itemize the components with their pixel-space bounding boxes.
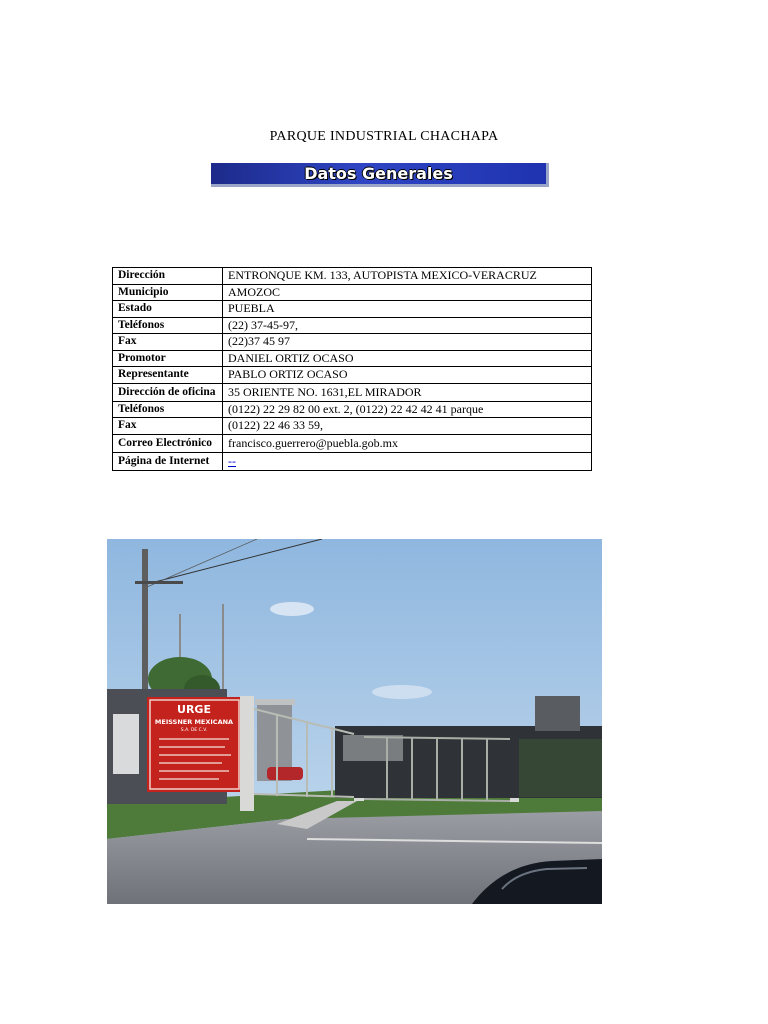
table-row <box>113 418 592 435</box>
row-value <box>223 452 592 470</box>
row-value: (0122) 22 46 33 59, <box>223 418 592 435</box>
table-row <box>113 452 592 470</box>
row-key: Dirección <box>113 268 223 285</box>
row-value: (22) 37-45-97, <box>223 317 592 334</box>
table-row <box>113 367 592 384</box>
row-key: Correo Electrónico <box>113 434 223 452</box>
table-row <box>113 434 592 452</box>
row-value: AMOZOC <box>223 284 592 301</box>
row-key: Promotor <box>113 350 223 367</box>
row-key: Página de Internet <box>113 452 223 470</box>
row-key: Municipio <box>113 284 223 301</box>
row-key: Fax <box>113 418 223 435</box>
table-row <box>113 301 592 318</box>
table-row <box>113 383 592 401</box>
row-value: DANIEL ORTIZ OCASO <box>223 350 592 367</box>
row-key: Teléfonos <box>113 401 223 418</box>
general-data-table <box>112 267 592 471</box>
sign-line-1: URGE <box>177 703 211 716</box>
row-key: Representante <box>113 367 223 384</box>
banner-label: Datos Generales <box>304 164 453 183</box>
row-value: francisco.guerrero@puebla.gob.mx <box>223 434 592 452</box>
park-entrance-photo <box>107 539 602 904</box>
row-value: (0122) 22 29 82 00 ext. 2, (0122) 22 42 42 41 parque <box>223 401 592 418</box>
row-key: Dirección de oficina <box>113 383 223 401</box>
row-key: Teléfonos <box>113 317 223 334</box>
table-row <box>113 401 592 418</box>
table-row <box>113 350 592 367</box>
table-row <box>113 334 592 351</box>
datos-generales-banner <box>211 163 549 187</box>
sign-line-3: S.A. DE C.V. <box>180 728 208 733</box>
website-link[interactable]: -- <box>228 453 236 468</box>
row-key: Estado <box>113 301 223 318</box>
table-row <box>113 284 592 301</box>
row-value: PUEBLA <box>223 301 592 318</box>
row-value: ENTRONQUE KM. 133, AUTOPISTA MEXICO-VERACRUZ <box>223 268 592 285</box>
row-value: 35 ORIENTE NO. 1631,EL MIRADOR <box>223 383 592 401</box>
row-value: PABLO ORTIZ OCASO <box>223 367 592 384</box>
page-title: PARQUE INDUSTRIAL CHACHAPA <box>269 129 499 144</box>
table-row <box>113 317 592 334</box>
row-key: Fax <box>113 334 223 351</box>
table-row <box>113 268 592 285</box>
row-value: (22)37 45 97 <box>223 334 592 351</box>
sign-line-2: MEISSNER MEXICANA <box>154 718 234 726</box>
